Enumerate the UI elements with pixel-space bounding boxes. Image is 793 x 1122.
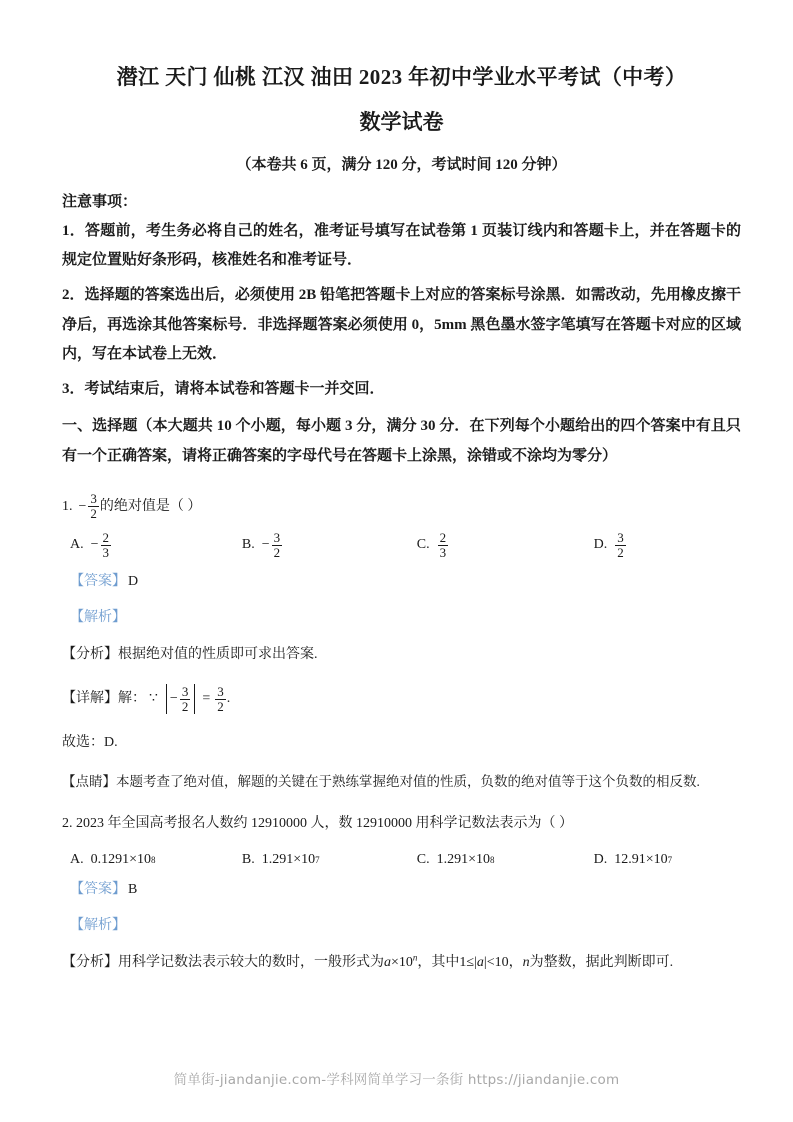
- fenxi-part-1: 用科学记数法表示较大的数时，一般形式为: [118, 955, 384, 971]
- question-1-option-b[interactable]: [242, 531, 417, 560]
- notice-item-2: 2．选择题的答案选出后，必须使用 2B 铅笔把答题卡上对应的答案标号涂黑．如需改动，先用橡皮擦干净后，再选涂其他答案标号．非选择题答案必须使用 0，5mm 黑色墨水签字笔填写在答题卡对应的区域内，写在本试卷上无效．: [62, 287, 741, 362]
- question-2-answer-value: B: [128, 881, 138, 897]
- notice-item-3: 3．考试结束后，请将本试卷和答题卡一并交回．: [62, 381, 385, 398]
- exponent-n: n: [412, 952, 418, 963]
- section-heading-choice: 一、选择题（本大题共 10 个小题，每小题 3 分，满分 30 分．在下列每个小题给出的四个答案中有且只有一个正确答案，请将正确答案的字母代号在答题卡上涂黑，涂错或不涂均为零分）: [62, 418, 741, 464]
- dianjing-label: 【点睛】: [62, 774, 116, 790]
- fraction-numerator: 3: [90, 490, 97, 506]
- condition-upper: |<10: [483, 955, 509, 971]
- question-1-dianjing: [62, 769, 741, 795]
- option-mantissa: 0.1291: [90, 851, 130, 867]
- detail-period: .: [226, 691, 231, 707]
- fraction-numerator: 2: [102, 529, 110, 545]
- option-fraction: [438, 531, 449, 560]
- fraction-denominator: 3: [102, 544, 110, 560]
- fenxi-part-4: 为整数，据此判断即可.: [529, 955, 674, 971]
- answer-tag: 【答案】: [70, 573, 126, 589]
- fraction-numerator: 3: [217, 683, 224, 699]
- variable-a: a: [384, 955, 391, 971]
- variable-n: n: [522, 955, 530, 971]
- question-1-options: [62, 531, 741, 560]
- option-times-ten: ×10: [293, 851, 316, 867]
- option-fraction: [615, 531, 626, 560]
- option-label: B.: [241, 851, 255, 867]
- equals-symbol: =: [202, 691, 211, 707]
- absolute-value-expression: [163, 684, 198, 714]
- fraction-denominator: 2: [273, 544, 281, 560]
- question-2-options: [62, 852, 741, 868]
- footer-watermark: 简单街-jiandanjie.com-学科网简单学习一条街 https://jiandanjie.com: [173, 1072, 620, 1088]
- question-1-analysis-tag-line: [62, 605, 741, 632]
- question-2-option-c[interactable]: C. 1.291 ×10 8: [416, 851, 495, 867]
- fraction-denominator: 2: [617, 544, 624, 560]
- jie-label: 解：: [118, 691, 146, 707]
- option-label: B.: [241, 537, 255, 553]
- question-2-stem: 2. 2023 年全国高考报名人数约 12910000 人，数 12910000 用科学记数法表示为（ ）: [62, 816, 573, 832]
- answer-tag: 【答案】: [70, 881, 126, 897]
- option-label: D.: [593, 537, 608, 553]
- fenxi-part-3: ，: [508, 955, 523, 971]
- fraction-denominator: 2: [90, 505, 97, 521]
- option-mantissa: 12.91: [614, 851, 646, 867]
- dianjing-text: 本题考查了绝对值，解题的关键在于熟练掌握绝对值的性质，负数的绝对值等于这个负数的相反数.: [116, 774, 700, 790]
- fraction-numerator: 3: [617, 529, 624, 545]
- option-label: A.: [70, 537, 84, 553]
- question-1-option-a[interactable]: [62, 531, 242, 560]
- option-times-ten: ×10: [129, 851, 152, 867]
- fraction-numerator: 3: [273, 529, 281, 545]
- question-2-option-a[interactable]: A. 0.1291 ×10 8: [70, 851, 156, 867]
- fraction-denominator: 3: [439, 544, 447, 560]
- question-1-number: 1.: [62, 499, 73, 515]
- option-mantissa: 1.291: [436, 851, 469, 867]
- question-1-fenxi: [62, 641, 741, 668]
- question-2-option-d[interactable]: D. 12.91 ×10 7: [593, 851, 673, 867]
- question-1-detail: [62, 682, 741, 716]
- option-sign: −: [90, 537, 99, 553]
- question-2-answer-line: [62, 877, 741, 904]
- page-subtitle: 数学试卷: [359, 109, 444, 134]
- detail-fraction: [180, 685, 191, 714]
- question-1-value-sign: −: [78, 499, 87, 515]
- page-meta: （本卷共 6 页，满分 120 分，考试时间 120 分钟）: [236, 156, 567, 173]
- option-label: A.: [70, 851, 84, 867]
- option-label: C.: [416, 537, 430, 553]
- question-2-analysis-tag-line: [62, 913, 741, 940]
- notice-item-1: 1．答题前，考生务必将自己的姓名，准考证号填写在试卷第 1 页装订线内和答题卡上，并在答题卡的规定位置贴好条形码，核准姓名和准考证号．: [62, 222, 741, 269]
- detail-sign: −: [169, 691, 178, 707]
- fenxi-text: 根据绝对值的性质即可求出答案.: [118, 647, 318, 663]
- xiangjie-label: 【详解】: [62, 691, 118, 707]
- option-label: C.: [416, 851, 430, 867]
- fenxi-label: 【分析】: [62, 955, 118, 971]
- question-1-value-fraction: [88, 492, 99, 521]
- question-1-answer-value: D: [128, 573, 139, 589]
- fenxi-part-2: ，其中: [417, 955, 460, 971]
- page-title: 潜江 天门 仙桃 江汉 油田 2023 年初中学业水平考试（中考）: [116, 65, 687, 89]
- question-1-option-d[interactable]: [594, 531, 741, 560]
- because-symbol: ∵: [149, 691, 158, 707]
- option-times-ten: ×10: [645, 851, 668, 867]
- detail-result-fraction: [215, 685, 226, 714]
- condition-lower: 1≤|: [459, 955, 477, 971]
- analysis-tag: 【解析】: [70, 609, 126, 625]
- fraction-numerator: 3: [181, 683, 189, 699]
- option-sign: −: [261, 537, 270, 553]
- question-1-answer-line: [62, 569, 741, 596]
- fraction-denominator: 2: [217, 698, 224, 714]
- fenxi-label: 【分析】: [62, 647, 118, 663]
- option-times-ten: ×10: [468, 851, 491, 867]
- question-1-result: 故选：D.: [62, 735, 118, 751]
- question-1-option-c[interactable]: [417, 531, 594, 560]
- abs-bar-left: [166, 684, 167, 714]
- times-ten: ×10: [391, 955, 413, 971]
- fraction-denominator: 2: [181, 698, 189, 714]
- question-2-fenxi: [62, 949, 741, 976]
- fraction-numerator: 2: [439, 529, 447, 545]
- question-1-stem: [62, 487, 741, 521]
- option-fraction: [272, 531, 283, 560]
- abs-inner: [170, 684, 191, 714]
- option-mantissa: 1.291: [261, 851, 294, 867]
- abs-bar-right: [194, 684, 195, 714]
- option-fraction: [101, 531, 112, 560]
- variable-a-2: a: [476, 955, 484, 971]
- notice-heading: 注意事项：: [62, 193, 138, 210]
- question-2-option-b[interactable]: B. 1.291 ×10 7: [241, 851, 320, 867]
- analysis-tag: 【解析】: [70, 917, 126, 933]
- question-1-stem-suffix: 的绝对值是（ ）: [99, 499, 202, 515]
- option-label: D.: [593, 851, 608, 867]
